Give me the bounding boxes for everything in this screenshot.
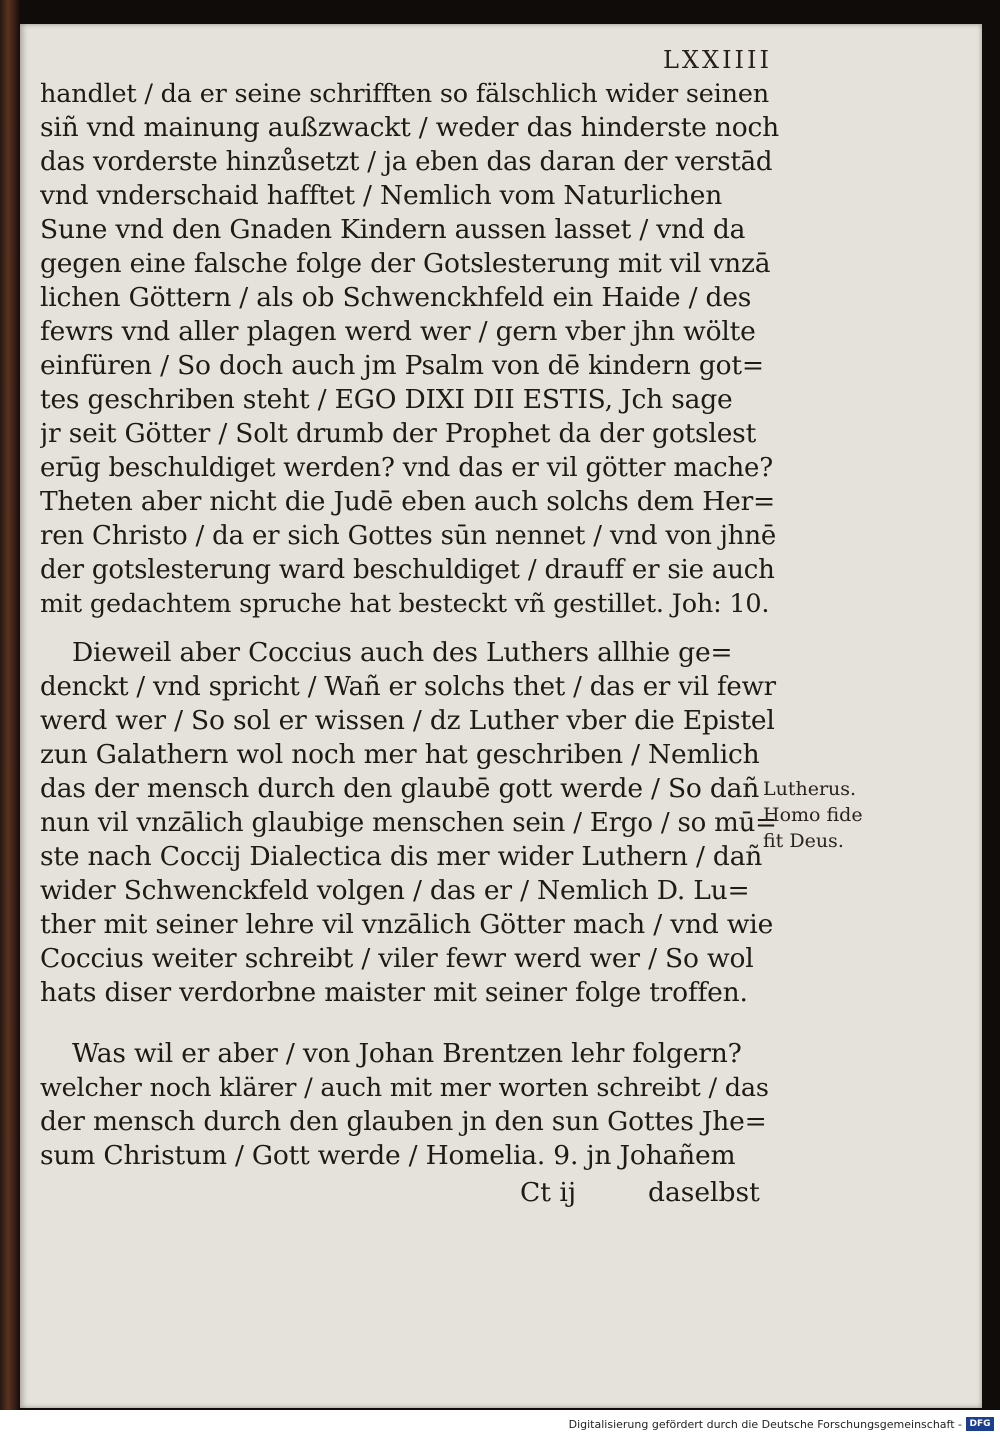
text-line: denckt / vnd spricht / Wañ er solchs thet / das er vil fewr (40, 672, 776, 702)
text-line: nun vil vnzālich glaubige menschen sein / Ergo / so mū= (40, 808, 777, 838)
funding-credit: Digitalisierung gefördert durch die Deutsche Forschungsgemeinschaft - (568, 1418, 962, 1431)
signature-line (520, 1176, 780, 1210)
folio-number: LXXIIII (662, 46, 772, 74)
text-line: werd wer / So sol er wissen / dz Luther vber die Epistel (40, 705, 775, 736)
text-line: das vorderste hinzůsetzt / ja eben das daran der verstād (40, 147, 773, 177)
text-line: wider Schwenckfeld volgen / das er / Nemlich D. Lu= (40, 875, 750, 906)
text-line: das der mensch durch den glaubē gott werde / So dañ (40, 773, 760, 804)
text-line: gegen eine falsche folge der Gotslesterung mit vil vnzā (40, 248, 771, 279)
text-line: erūg beschuldiget werden? vnd das er vil götter mache? (40, 453, 773, 483)
text-line: Theten aber nicht die Judē eben auch solchs dem Her= (40, 486, 776, 517)
footer-bar (0, 1410, 1000, 1437)
text-line: ren Christo / da er sich Gottes sūn nennet / vnd von jhnē (40, 521, 777, 551)
text-line: lichen Göttern / als ob Schwenckhfeld ein Haide / des (40, 282, 752, 313)
text-line: zun Galathern wol noch mer hat geschriben / Nemlich (40, 739, 760, 770)
text-line: sum Christum / Gott werde / Homelia. 9. jn Johañem (40, 1140, 736, 1171)
book-page (20, 24, 982, 1408)
text-line: welcher noch klärer / auch mit mer worten schreibt / das (40, 1073, 769, 1103)
text-line: jr seit Götter / Solt drumb der Prophet da der gotslest (40, 418, 757, 449)
catchword: daselbst (648, 1177, 760, 1208)
text-line: der gotslesterung ward beschuldiget / drauff er sie auch (40, 555, 775, 585)
text-line: Was wil er aber / von Johan Brentzen lehr folgern? (72, 1038, 742, 1069)
marginal-note-line: Homo fide (763, 804, 863, 826)
text-line: Sune vnd den Gnaden Kindern aussen lasset / vnd da (40, 214, 746, 245)
paragraph-3 (40, 1037, 780, 1173)
text-line: ste nach Coccij Dialectica dis mer wider Luthern / dañ (40, 841, 763, 872)
marginal-note (763, 776, 883, 854)
text-line: handlet / da er seine schrifften so fälschlich wider seinen (40, 79, 769, 109)
text-line: fewrs vnd aller plagen werd wer / gern vber jhn wölte (40, 316, 756, 347)
paragraph-2 (40, 636, 780, 1010)
marginal-note-line: Lutherus. (763, 778, 857, 800)
paragraph-1 (40, 77, 780, 621)
text-line: siñ vnd mainung außzwackt / weder das hinderste noch (40, 112, 780, 143)
text-line: hats diser verdorbne maister mit seiner folge troffen. (40, 977, 748, 1008)
text-line: ther mit seiner lehre vil vnzālich Götter mach / vnd wie (40, 909, 774, 940)
text-line: mit gedachtem spruche hat besteckt vñ gestillet. Joh: 10. (40, 589, 770, 619)
text-line: der mensch durch den glauben jn den sun Gottes Jhe= (40, 1106, 767, 1137)
text-line: vnd vnderschaid hafftet / Nemlich vom Naturlichen (40, 180, 723, 211)
text-line: einfüren / So doch auch jm Psalm von dē kindern got= (40, 350, 764, 381)
text-line: Coccius weiter schreibt / viler fewr werd wer / So wol (40, 943, 754, 974)
marginal-note-line: fit Deus. (763, 830, 844, 852)
signature-mark: Ct ij (520, 1177, 577, 1208)
dfg-logo: DFG (966, 1417, 994, 1431)
book-spine-edge (0, 0, 20, 1410)
text-line: Dieweil aber Coccius auch des Luthers allhie ge= (72, 637, 733, 668)
text-line: tes geschriben steht / EGO DIXI DII ESTIS, Jch sage (40, 384, 733, 415)
